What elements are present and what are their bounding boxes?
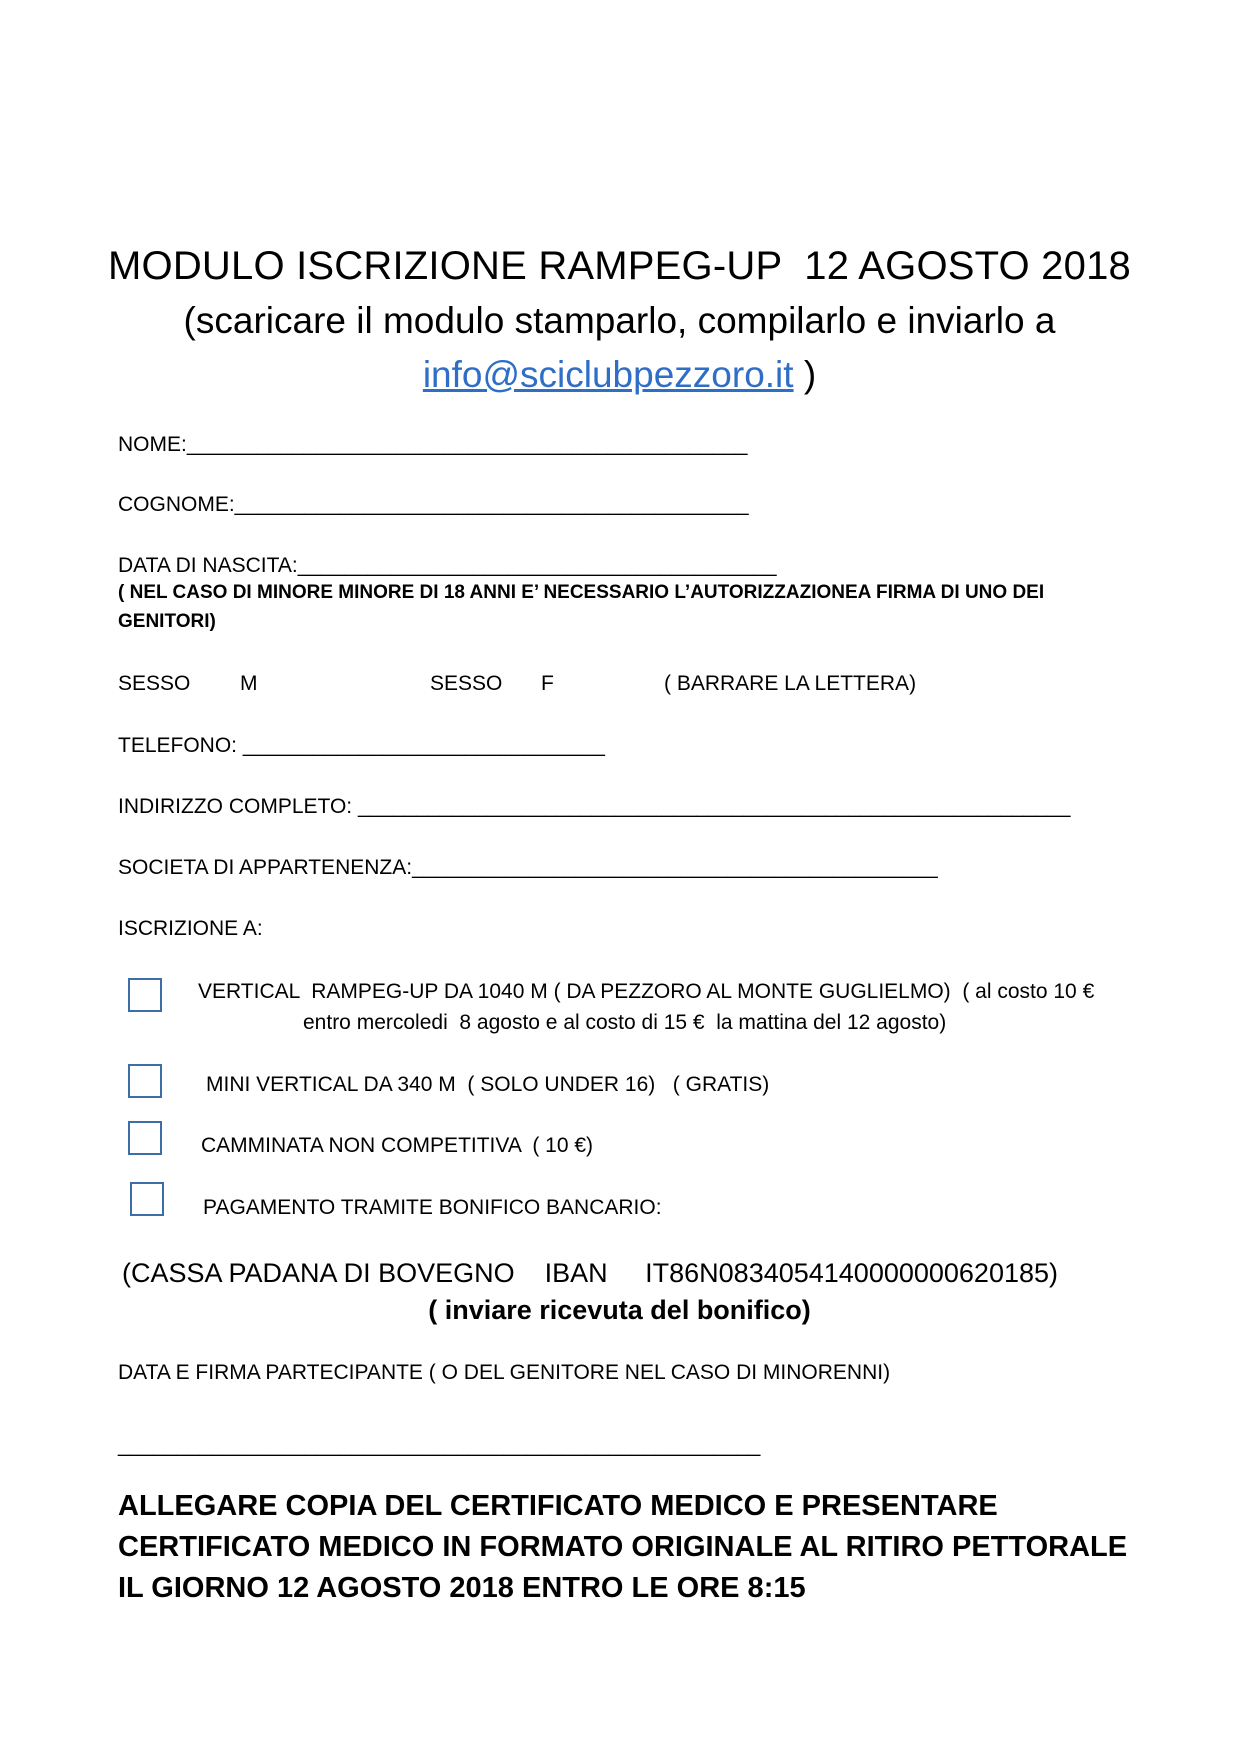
form-subtitle: (scaricare il modulo stamparlo, compilarlo e inviarlo a <box>183 300 1056 341</box>
checkbox-mini-vertical[interactable] <box>128 1064 162 1098</box>
field-nome[interactable]: NOME:________________________________________________ <box>118 433 748 456</box>
option-mini-vertical: MINI VERTICAL DA 340 M ( SOLO UNDER 16) ( GRATIS) <box>206 1073 770 1096</box>
checkbox-pagamento[interactable] <box>130 1182 164 1216</box>
option-camminata: CAMMINATA NON COMPETITIVA ( 10 €) <box>201 1134 594 1157</box>
field-indirizzo[interactable]: INDIRIZZO COMPLETO: _____________________________________________________________ <box>118 795 1071 818</box>
sesso-m-option[interactable]: M <box>240 672 258 695</box>
medical-certificate-warning: ALLEGARE COPIA DEL CERTIFICATO MEDICO E PRESENTARE CERTIFICATO MEDICO IN FORMATO ORIGINALE AL RITIRO PETTORALE IL GIORNO 12 AGOSTO 2018 ENTRO LE ORE 8:15 <box>118 1490 1128 1604</box>
option-pagamento: PAGAMENTO TRAMITE BONIFICO BANCARIO: <box>203 1196 662 1219</box>
option-vertical-line1: VERTICAL RAMPEG-UP DA 1040 M ( DA PEZZORO AL MONTE GUGLIELMO) ( al costo 10 € <box>198 980 1095 1003</box>
bank-details: (CASSA PADANA DI BOVEGNO IBAN IT86N0834054140000000620185) <box>122 1258 1059 1288</box>
bank-note: ( inviare ricevuta del bonifico) <box>428 1295 811 1325</box>
checkbox-camminata[interactable] <box>128 1121 162 1155</box>
sesso-hint: ( BARRARE LA LETTERA) <box>664 672 917 695</box>
signature-line[interactable]: _______________________________________________________ <box>118 1434 761 1457</box>
field-data-nascita[interactable]: DATA DI NASCITA:_________________________________________ <box>118 554 777 577</box>
form-title: MODULO ISCRIZIONE RAMPEG-UP 12 AGOSTO 2018 <box>108 244 1131 288</box>
header <box>0 238 1239 402</box>
sesso-f-option[interactable]: F <box>541 672 554 695</box>
field-cognome[interactable]: COGNOME:____________________________________________ <box>118 493 749 516</box>
email-suffix: ) <box>793 354 817 395</box>
field-societa[interactable]: SOCIETA DI APPARTENENZA:_____________________________________________ <box>118 856 938 879</box>
iscrizione-label: ISCRIZIONE A: <box>118 917 263 940</box>
field-telefono[interactable]: TELEFONO: _______________________________ <box>118 734 605 757</box>
minor-note: ( NEL CASO DI MINORE MINORE DI 18 ANNI E’ NECESSARIO L’AUTORIZZAZIONEA FIRMA DI UNO DEI GENITORI) <box>118 582 1045 632</box>
checkbox-vertical[interactable] <box>128 978 162 1012</box>
sesso-label-m: SESSO <box>118 672 191 695</box>
email-line <box>0 348 1239 402</box>
email-link[interactable]: info@sciclubpezzoro.it <box>422 354 794 395</box>
signature-label: DATA E FIRMA PARTECIPANTE ( O DEL GENITORE NEL CASO DI MINORENNI) <box>118 1361 891 1384</box>
option-vertical-line2: entro mercoledi 8 agosto e al costo di 15 € la mattina del 12 agosto) <box>303 1011 947 1034</box>
sesso-label-f: SESSO <box>430 672 503 695</box>
